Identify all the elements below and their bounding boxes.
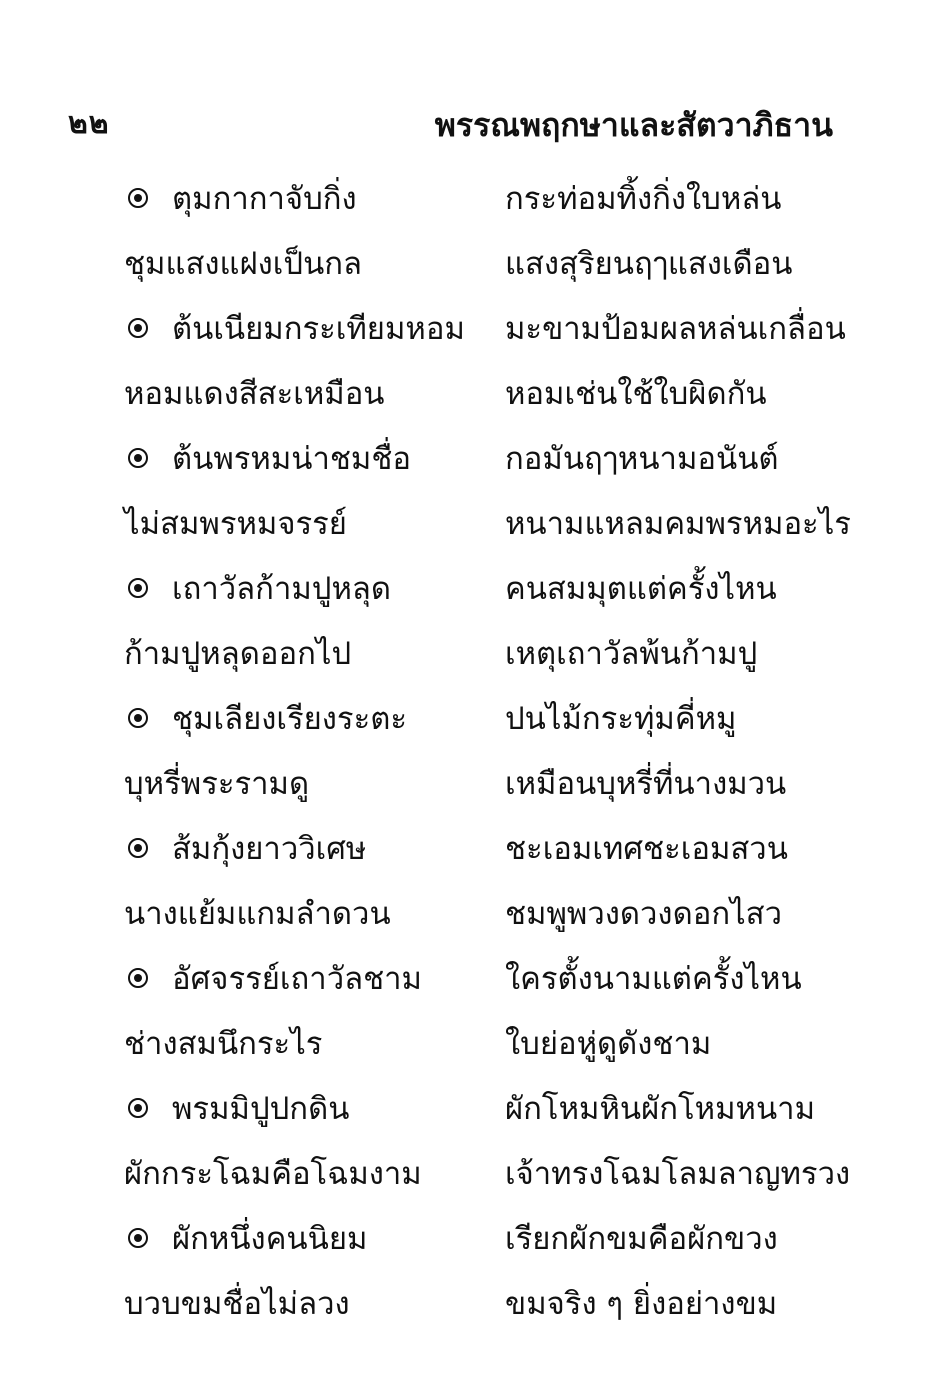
verse-left-hemistich — [124, 948, 422, 1008]
verse-left-text: ตุมกากาจับกิ่ง — [172, 181, 357, 217]
verse-left-hemistich — [124, 883, 391, 943]
verse-left-text: ผักหนึ่งคนนิยม — [172, 1221, 368, 1257]
stanza-marker-icon — [128, 448, 148, 468]
verse-right-text: คนสมมุตแต่ครั้งไหน — [505, 571, 777, 607]
verse-right-hemistich — [505, 233, 792, 293]
verse-left-text: ก้ามปูหลุดออกไป — [124, 636, 352, 672]
verse-right-hemistich — [505, 818, 788, 878]
verse-line — [0, 168, 945, 233]
verse-right-text: ขมจริง ๆ ยิ่งอย่างขม — [505, 1286, 778, 1322]
verse-left-text: ผักกระโฉมคือโฉมงาม — [124, 1156, 422, 1192]
verse-right-hemistich — [505, 558, 777, 618]
verse-line — [0, 1078, 945, 1143]
verse-right-text: ใบย่อหู่ดูดังชาม — [505, 1026, 712, 1062]
verse-right-hemistich — [505, 1013, 711, 1073]
verse-left-text: ชุมแสงแฝงเป็นกล — [124, 246, 363, 282]
verse-left-text: ชุมเลียงเรียงระตะ — [172, 701, 407, 737]
verse-line — [0, 493, 945, 558]
stanza-marker-icon — [128, 968, 148, 988]
verse-left-text: ต้นเนียมกระเทียมหอม — [172, 311, 465, 347]
verse-right-text: เหมือนบุหรี่ที่นางมวน — [505, 766, 787, 802]
stanza-marker-icon — [128, 838, 148, 858]
verse-left-text: บุหรี่พระรามดู — [124, 766, 310, 802]
verse-line — [0, 688, 945, 753]
verse-right-text: ชะเอมเทศชะเอมสวน — [505, 831, 788, 867]
verse-right-text: เหตุเถาวัลพ้นก้ามปู — [505, 636, 758, 672]
page-title: พรรณพฤกษาและสัตวาภิธาน — [434, 106, 833, 144]
verse-line — [0, 1143, 945, 1208]
verse-left-hemistich — [124, 753, 309, 813]
verse-left-text: ช่างสมนึกระไร — [124, 1026, 323, 1062]
stanza-marker-icon — [128, 318, 148, 338]
verse-right-hemistich — [505, 298, 846, 358]
verse-right-hemistich — [505, 883, 782, 943]
verse-right-hemistich — [505, 1078, 815, 1138]
verse-left-hemistich — [124, 1208, 367, 1268]
stanza-marker-icon — [128, 1228, 148, 1248]
verse-left-text: เถาวัลก้ามปูหลุด — [172, 571, 392, 607]
verse-left-text: ไม่สมพรหมจรรย์ — [124, 506, 347, 542]
verse-right-text: มะขามป้อมผลหล่นเกลื่อน — [505, 311, 846, 347]
verse-right-hemistich — [505, 168, 781, 228]
verse-right-text: แสงสุริยนฤๅแสงเดือน — [505, 246, 793, 282]
verse-left-hemistich — [124, 558, 391, 618]
stanza-marker-icon — [128, 188, 148, 208]
verse-left-hemistich — [124, 363, 385, 423]
verse-left-text: บวบขมชื่อไม่ลวง — [124, 1286, 350, 1322]
verse-line — [0, 233, 945, 298]
verse-left-hemistich — [124, 1078, 349, 1138]
page-number: ๒๒ — [68, 106, 110, 141]
verse-right-hemistich — [505, 493, 851, 553]
verse-right-text: ใครตั้งนามแต่ครั้งไหน — [505, 961, 802, 997]
verse-left-hemistich — [124, 623, 351, 683]
verse-right-hemistich — [505, 1208, 778, 1268]
verse-right-hemistich — [505, 688, 736, 748]
stanza-marker-icon — [128, 708, 148, 728]
stanza-marker-icon — [128, 1098, 148, 1118]
verse-line — [0, 1273, 945, 1338]
verse-line — [0, 623, 945, 688]
verse-right-text: ปนไม้กระทุ่มคี่หมู — [505, 701, 737, 737]
verse-left-text: ต้นพรหมน่าชมชื่อ — [172, 441, 412, 477]
verse-left-hemistich — [124, 298, 465, 358]
verse-line — [0, 363, 945, 428]
verse-line — [0, 298, 945, 363]
verse-line — [0, 753, 945, 818]
verse-right-text: เจ้าทรงโฉมโลมลาญทรวง — [505, 1156, 851, 1192]
verse-right-hemistich — [505, 363, 767, 423]
verse-left-hemistich — [124, 168, 357, 228]
verse-left-hemistich — [124, 1013, 322, 1073]
verse-right-hemistich — [505, 753, 786, 813]
verse-right-hemistich — [505, 948, 802, 1008]
verse-right-text: หนามแหลมคมพรหมอะไร — [505, 506, 851, 542]
verse-left-hemistich — [124, 688, 407, 748]
verse-left-text: อัศจรรย์เถาวัลชาม — [172, 961, 422, 997]
verse-right-hemistich — [505, 1273, 777, 1333]
verse-line — [0, 1208, 945, 1273]
verse-right-text: เรียกผักขมคือผักขวง — [505, 1221, 778, 1257]
verse-right-hemistich — [505, 1143, 850, 1203]
verse-left-text: นางแย้มแกมลำดวน — [124, 896, 391, 932]
stanza-marker-icon — [128, 578, 148, 598]
verse-left-hemistich — [124, 1273, 350, 1333]
verse-right-text: หอมเช่นใช้ใบผิดกัน — [505, 376, 767, 412]
verse-left-hemistich — [124, 428, 411, 488]
verse-line — [0, 1013, 945, 1078]
verse-left-text: ส้มกุ้งยาววิเศษ — [172, 831, 367, 867]
verse-left-hemistich — [124, 493, 347, 553]
verse-line — [0, 883, 945, 948]
verse-left-hemistich — [124, 818, 366, 878]
verse-line — [0, 948, 945, 1013]
verse-right-hemistich — [505, 428, 779, 488]
verse-line — [0, 558, 945, 623]
verse-line — [0, 428, 945, 493]
verse-right-hemistich — [505, 623, 757, 683]
verse-right-text: ผักโหมหินผักโหมหนาม — [505, 1091, 815, 1127]
verse-left-text: หอมแดงสีสะเหมือน — [124, 376, 385, 412]
verse-left-hemistich — [124, 1143, 422, 1203]
verse-left-hemistich — [124, 233, 362, 293]
verse-list — [0, 168, 945, 1338]
verse-left-text: พรมมิปูปกดิน — [172, 1091, 350, 1127]
verse-line — [0, 818, 945, 883]
verse-right-text: กอมันฤๅหนามอนันต์ — [505, 441, 779, 477]
verse-right-text: กระท่อมทิ้งกิ่งใบหล่น — [505, 181, 782, 217]
verse-right-text: ชมพูพวงดวงดอกไสว — [505, 896, 783, 932]
